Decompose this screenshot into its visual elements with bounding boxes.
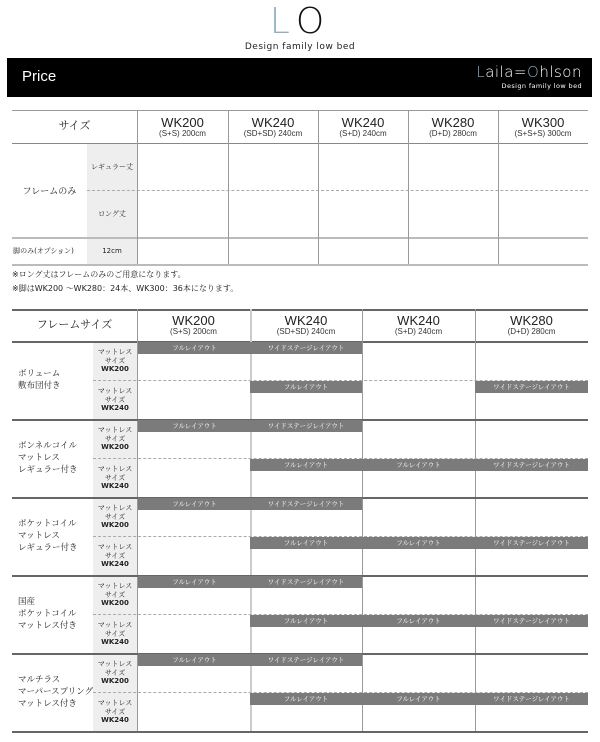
column-header [408, 110, 498, 143]
mattress-size-label [93, 465, 137, 491]
mattress-size-line: サイズ [104, 395, 126, 404]
row-group-label [12, 143, 87, 237]
column-spec: (S+S) 200cm [170, 327, 217, 336]
layout-bar-full: フルレイアウト [138, 576, 251, 588]
sub-row-label [87, 237, 137, 264]
layout-bar-full: フルレイアウト [138, 420, 251, 432]
column-spec: (SD+SD) 240cm [243, 128, 303, 138]
column-model: WK200 [161, 114, 204, 130]
note-long-size: ※ロング丈はフレームのみのご用意になります。 [12, 270, 186, 279]
mattress-size-line: サイズ [104, 512, 126, 521]
layout-bar-wide-stage: ワイドステージレイアウト [475, 459, 588, 471]
mattress-size-line: サイズ [104, 629, 126, 638]
column-divider [137, 309, 138, 731]
price-table [12, 110, 588, 265]
mattress-size-label [93, 426, 137, 452]
column-header [228, 110, 318, 143]
mattress-size-line: マットレス [97, 348, 133, 356]
notes [12, 268, 238, 296]
mattress-size-line: WK200 [101, 599, 129, 607]
group-label-line: マットレス付き [18, 699, 77, 709]
layout-bar-full: フルレイアウト [250, 459, 362, 471]
column-header [137, 110, 228, 143]
column-divider [475, 309, 476, 731]
column-model: WK240 [284, 313, 328, 328]
logo-tagline: Design family low bed [244, 42, 356, 52]
mattress-size-label [93, 699, 137, 725]
logo-mark [0, 1, 600, 42]
group-label-line: 国産 [18, 597, 36, 607]
mattress-size-line: サイズ [104, 473, 126, 482]
mattress-size-line: マットレス [97, 621, 133, 629]
group-label-line: レギュラー付き [18, 543, 78, 553]
mattress-size-line: WK200 [101, 677, 129, 685]
mattress-size-line: WK240 [101, 716, 129, 724]
layout-bar-full: フルレイアウト [362, 537, 475, 549]
subrow-divider [87, 190, 588, 191]
mattress-size-line: WK240 [101, 404, 129, 412]
note-legs: ※脚はWK200 ～WK280：24本、WK300：36本になります。 [12, 284, 239, 293]
row-group-label [0, 237, 87, 264]
column-spec: (S+D) 240cm [339, 128, 387, 138]
mattress-size-label [93, 348, 137, 374]
sub-label-long: ロング丈 [98, 209, 126, 218]
column-divider [250, 309, 252, 731]
column-header [318, 110, 408, 143]
brand-text-hlson: hlson [539, 63, 582, 81]
column-spec: (D+D) 280cm [429, 128, 477, 138]
group-label-line: マーパースプリング [18, 687, 94, 697]
layout-bar-full: フルレイアウト [362, 693, 475, 705]
group-label-frame-only: フレームのみ [22, 186, 77, 197]
table-bottom-border [12, 264, 588, 266]
corner-label: フレームサイズ [36, 318, 113, 331]
brand-tagline: Design family low bed [501, 82, 582, 90]
column-model: WK240 [397, 313, 440, 328]
column-spec: (S+D) 240cm [394, 327, 443, 336]
sub-row-label [87, 190, 137, 237]
brand-name [476, 63, 582, 81]
mattress-size-label [93, 543, 137, 569]
mattress-size-line: WK240 [101, 560, 129, 568]
sub-label-12cm: 12cm [102, 246, 122, 255]
layout-bar-full: フルレイアウト [138, 498, 251, 510]
brand-letter-l: L [476, 63, 486, 81]
layout-bar-wide-stage: ワイドステージレイアウト [250, 498, 362, 510]
group-label-line: レギュラー付き [18, 465, 78, 475]
logo [0, 1, 600, 52]
mattress-size-label [93, 621, 137, 647]
mattress-size-line: WK240 [101, 482, 129, 490]
brand-letter-o: O [527, 63, 540, 81]
layout-table [12, 309, 588, 729]
mattress-size-label [93, 387, 137, 413]
layout-bar-wide-stage: ワイドステージレイアウト [250, 342, 362, 354]
mattress-size-line: マットレス [97, 660, 133, 668]
group-label [18, 674, 93, 710]
layout-bar-full: フルレイアウト [138, 342, 251, 354]
column-model: WK280 [431, 114, 475, 130]
group-label-line: ポケットコイル [18, 609, 77, 619]
column-divider [362, 309, 363, 731]
group-label-line: ポケットコイル [18, 519, 77, 529]
sub-label-regular: レギュラー丈 [91, 162, 133, 171]
group-label-line: マットレス付き [18, 621, 77, 631]
layout-bar-full: フルレイアウト [362, 459, 475, 471]
column-header [362, 309, 475, 341]
layout-bar-wide-stage: ワイドステージレイアウト [475, 693, 588, 705]
mattress-size-label [93, 660, 137, 686]
group-label [18, 440, 78, 476]
layout-bar-wide-stage: ワイドステージレイアウト [250, 654, 362, 666]
layout-bar-wide-stage: ワイドステージレイアウト [475, 537, 588, 549]
mattress-size-line: WK200 [101, 521, 129, 529]
column-header [250, 309, 362, 341]
layout-bar-full: フルレイアウト [250, 381, 362, 393]
group-label-line: マルチラス [18, 675, 61, 685]
sub-row-label [87, 143, 137, 190]
layout-bar-wide-stage: ワイドステージレイアウト [250, 420, 362, 432]
mattress-size-label [93, 582, 137, 608]
mattress-size-line: マットレス [97, 504, 133, 512]
logo-letter-o: O [295, 1, 331, 42]
group-label [18, 518, 78, 554]
mattress-size-line: WK240 [101, 638, 129, 646]
mattress-size-line: マットレス [97, 465, 133, 473]
table-bottom-border [12, 731, 588, 733]
layout-bar-full: フルレイアウト [250, 693, 362, 705]
column-model: WK240 [251, 114, 295, 130]
group-label-line: ボンネルコイル [18, 441, 77, 451]
mattress-size-line: サイズ [104, 356, 126, 365]
corner-header [12, 110, 137, 143]
group-label-line: マットレス [18, 531, 60, 541]
mattress-size-line: マットレス [97, 699, 133, 707]
column-model: WK300 [521, 114, 565, 130]
mattress-size-line: WK200 [101, 365, 129, 373]
brand-text-aila: aila= [485, 63, 527, 81]
column-header [137, 309, 250, 341]
group-label [18, 596, 77, 632]
mattress-size-line: サイズ [104, 434, 126, 443]
mattress-size-label [93, 504, 137, 530]
group-label-line: ボリューム [18, 369, 61, 379]
group-label [18, 368, 61, 392]
mattress-size-line: マットレス [97, 543, 133, 551]
mattress-size-line: サイズ [104, 668, 126, 677]
column-spec: (S+S) 200cm [159, 128, 206, 138]
mattress-size-line: サイズ [104, 707, 126, 716]
brand-logo [476, 63, 582, 90]
corner-header [12, 309, 137, 341]
layout-bar-full: フルレイアウト [250, 615, 362, 627]
logo-letter-l: L [269, 1, 296, 42]
column-model: WK280 [510, 313, 553, 328]
mattress-size-line: サイズ [104, 551, 126, 560]
group-label-legs: 脚のみ(オプション) [13, 246, 74, 255]
mattress-size-line: マットレス [97, 387, 133, 395]
column-model: WK240 [341, 114, 385, 130]
column-spec: (SD+SD) 240cm [276, 327, 336, 336]
mattress-size-line: マットレス [97, 426, 133, 434]
group-label-line: 敷布団付き [18, 381, 61, 391]
price-banner [7, 58, 592, 97]
layout-bar-wide-stage: ワイドステージレイアウト [475, 615, 588, 627]
group-label-line: マットレス [18, 453, 60, 463]
column-spec: (D+D) 280cm [507, 327, 556, 336]
banner-title: Price [22, 68, 57, 85]
mattress-size-line: サイズ [104, 590, 126, 599]
mattress-size-line: マットレス [97, 582, 133, 590]
column-header [475, 309, 588, 341]
layout-bar-wide-stage: ワイドステージレイアウト [475, 381, 588, 393]
layout-bar-full: フルレイアウト [250, 537, 362, 549]
layout-bar-full: フルレイアウト [362, 615, 475, 627]
column-spec: (S+S+S) 300cm [514, 128, 572, 138]
layout-bar-full: フルレイアウト [138, 654, 251, 666]
column-model: WK200 [172, 313, 215, 328]
layout-bar-wide-stage: ワイドステージレイアウト [250, 576, 362, 588]
corner-label: サイズ [58, 120, 91, 132]
mattress-size-line: WK200 [101, 443, 129, 451]
column-header [498, 110, 588, 143]
